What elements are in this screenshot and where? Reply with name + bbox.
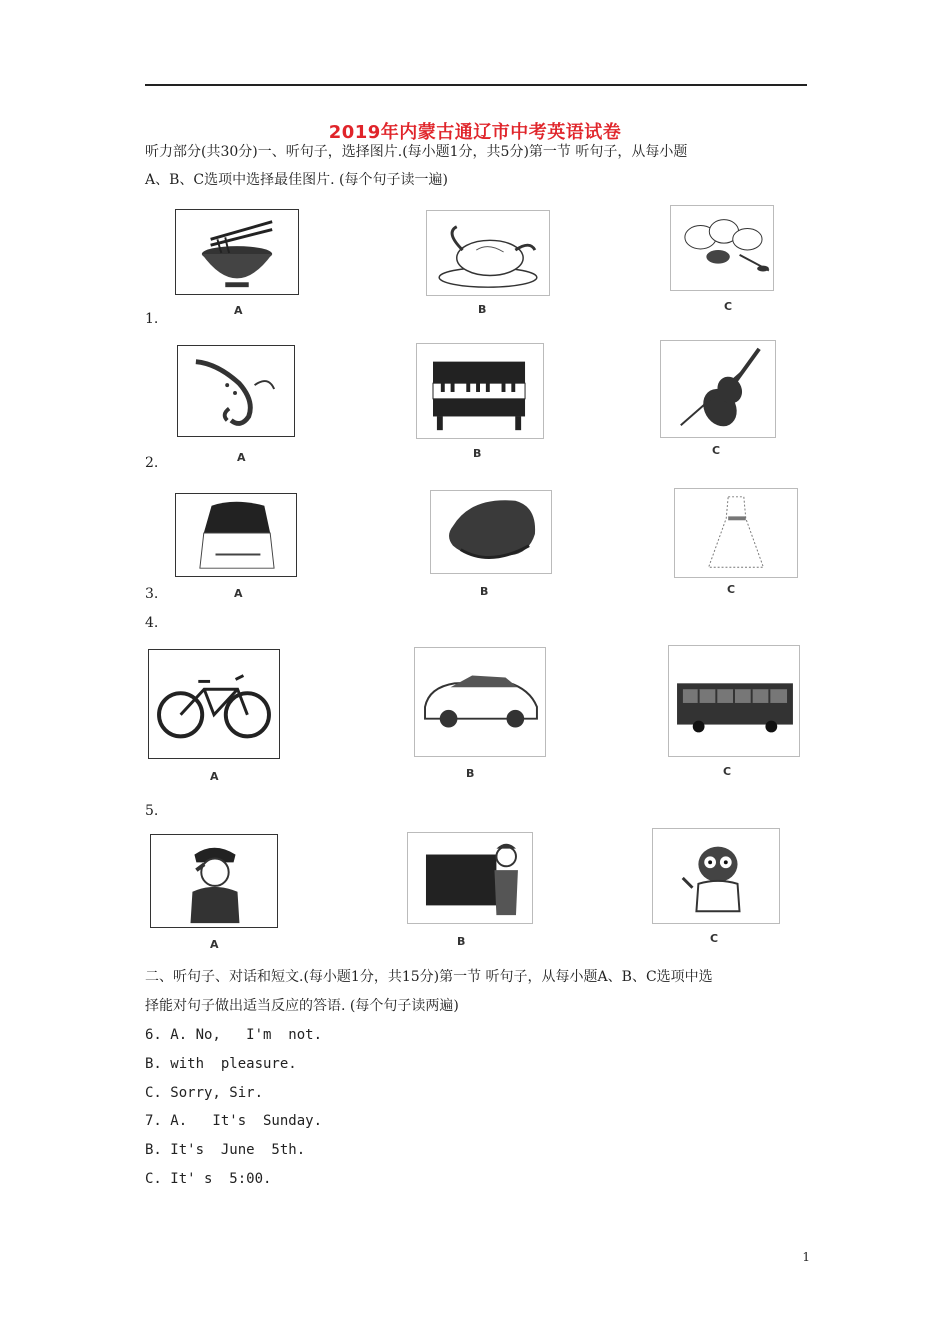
- q2-picture-c-violin[interactable]: [660, 340, 776, 438]
- page-number: 1: [802, 1250, 810, 1264]
- question-4-number: 4.: [145, 615, 159, 631]
- q2-label-c: C: [712, 444, 721, 457]
- q5-label-c: C: [710, 932, 719, 945]
- q3-picture-c-dress[interactable]: [674, 488, 798, 578]
- q3-label-b: B: [480, 585, 489, 598]
- q5-label-b: B: [457, 935, 466, 948]
- q4-label-a: A: [210, 770, 219, 783]
- option-7a: 7. A. It's Sunday.: [145, 1113, 323, 1129]
- option-7b: B. It's June 5th.: [145, 1142, 306, 1158]
- q4-label-b: B: [466, 767, 475, 780]
- question-3-number: 3.: [145, 586, 159, 602]
- intro-line-1: 听力部分(共30分)一、听句子，选择图片.(每小题1分，共5分)第一节 听句子，从每小题: [145, 144, 688, 160]
- q1-picture-c-dumplings[interactable]: [670, 205, 774, 291]
- q5-picture-b-teacher[interactable]: [407, 832, 533, 924]
- q3-label-c: C: [727, 583, 736, 596]
- q3-picture-b-hat[interactable]: [430, 490, 552, 574]
- q5-picture-c-doctor[interactable]: [652, 828, 780, 924]
- question-1-number: 1.: [145, 311, 159, 327]
- question-2-number: 2.: [145, 455, 159, 471]
- q1-label-c: C: [724, 300, 733, 313]
- q4-picture-b-car[interactable]: [414, 647, 546, 757]
- q4-label-c: C: [723, 765, 732, 778]
- q2-picture-b-piano[interactable]: [416, 343, 544, 439]
- q5-label-a: A: [210, 938, 219, 951]
- q5-picture-a-police[interactable]: [150, 834, 278, 928]
- section2-line-1: 二、听句子、对话和短文.(每小题1分，共15分)第一节 听句子，从每小题A、B、C选项中选: [145, 969, 713, 985]
- header-rule: [145, 84, 807, 86]
- option-6c: C. Sorry, Sir.: [145, 1085, 264, 1101]
- q4-picture-c-bus[interactable]: [668, 645, 800, 757]
- q1-picture-b-chicken[interactable]: [426, 210, 550, 296]
- q3-picture-a-shirt[interactable]: [175, 493, 297, 577]
- q3-label-a: A: [234, 587, 243, 600]
- page-title: 2019年内蒙古通辽市中考英语试卷: [328, 122, 622, 143]
- q1-picture-a-noodles[interactable]: [175, 209, 299, 295]
- option-6a: 6. A. No, I'm not.: [145, 1027, 323, 1043]
- q2-picture-a-saxophone[interactable]: [177, 345, 295, 437]
- intro-line-2: A、B、C选项中选择最佳图片. (每个句子读一遍): [145, 172, 448, 188]
- q2-label-b: B: [473, 447, 482, 460]
- q1-label-a: A: [234, 304, 243, 317]
- option-6b: B. with pleasure.: [145, 1056, 297, 1072]
- question-5-number: 5.: [145, 803, 159, 819]
- q1-label-b: B: [478, 303, 487, 316]
- q2-label-a: A: [237, 451, 246, 464]
- section2-line-2: 择能对句子做出适当反应的答语. (每个句子读两遍): [145, 998, 459, 1014]
- q4-picture-a-bicycle[interactable]: [148, 649, 280, 759]
- option-7c: C. It' s 5:00.: [145, 1171, 272, 1187]
